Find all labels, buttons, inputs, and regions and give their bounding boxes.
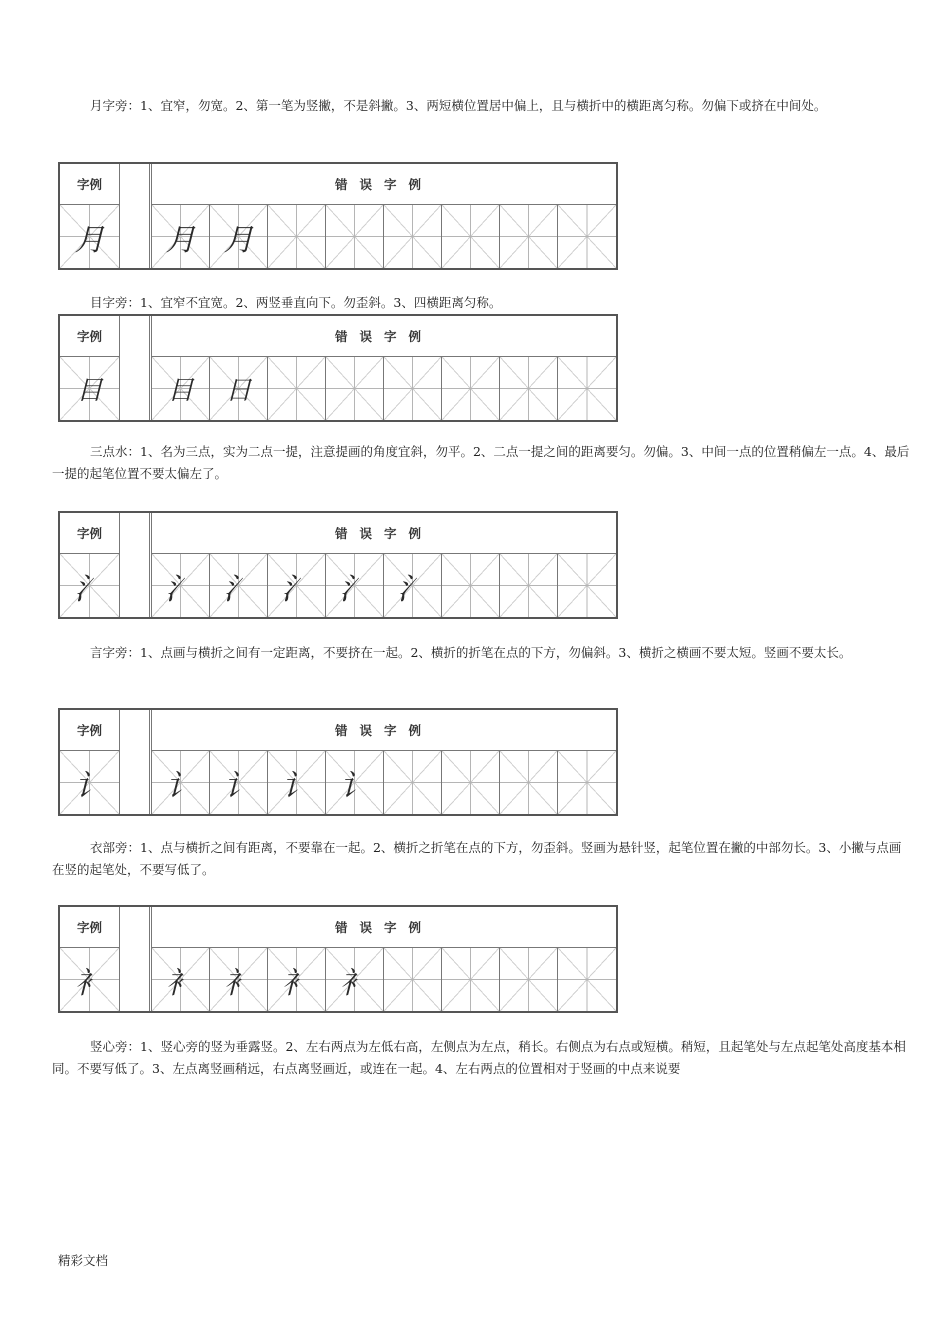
empty-cell <box>268 205 326 268</box>
section-2-grid <box>58 314 618 422</box>
wrong-glyph: 日 <box>225 376 252 406</box>
wrong-cell-3 <box>268 751 326 814</box>
section-4-grid <box>58 708 618 816</box>
example-cell <box>60 357 120 420</box>
empty-cell <box>326 205 384 268</box>
grid-spacer <box>120 710 152 814</box>
wrong-glyph: 月 <box>223 222 254 258</box>
wrong-glyph: 讠 <box>281 768 312 804</box>
section-6-text: 竖心旁：1、竖心旁的竖为垂露竖。2、左右两点为左低右高，左侧点为左点，稍长。右侧点为右点或短横。稍短，且起笔处与左点起笔处高度基本相同。不要写低了。3、左点离竖画稍远，右点离竖画近，或连在一起。4、左右两点的位置相对于竖画的中点来说要 <box>52 1039 906 1076</box>
wrong-cell-4 <box>326 948 384 1011</box>
wrong-cell-3 <box>268 948 326 1011</box>
wrong-cell-1 <box>152 751 210 814</box>
example-cell <box>60 205 120 268</box>
section-5-grid <box>58 905 618 1013</box>
wrong-glyph: 讠 <box>223 768 254 804</box>
grid-spacer <box>120 164 152 268</box>
empty-cell <box>500 357 558 420</box>
wrong-cell-2 <box>210 948 268 1011</box>
wrong-cell-3 <box>268 554 326 617</box>
example-glyph: 讠 <box>74 768 105 804</box>
wrong-glyph: 氵 <box>281 571 312 607</box>
example-label: 字例 <box>60 513 120 554</box>
empty-cell <box>384 205 442 268</box>
empty-cell <box>558 357 616 420</box>
empty-cell <box>558 205 616 268</box>
wrong-glyph: 衤 <box>281 965 312 1001</box>
wrong-examples-label: 错误字例 <box>152 164 616 205</box>
empty-cell <box>442 948 500 1011</box>
empty-cell <box>442 751 500 814</box>
empty-cell <box>384 751 442 814</box>
wrong-glyph: 氵 <box>223 571 254 607</box>
section-1-text: 月字旁：1、宜窄，勿宽。2、第一笔为竖撇，不是斜撇。3、两短横位置居中偏上，且与横折中的横距离匀称。勿偏下或挤在中间处。 <box>90 98 827 113</box>
wrong-glyph: 讠 <box>339 768 370 804</box>
wrong-cell-2 <box>210 205 268 268</box>
wrong-examples-label: 错误字例 <box>152 513 616 554</box>
example-glyph: 目 <box>76 376 103 406</box>
example-cell <box>60 948 120 1011</box>
footer-note: 精彩文档 <box>58 1253 109 1268</box>
example-glyph: 月 <box>74 222 105 258</box>
empty-cell <box>384 357 442 420</box>
wrong-cell-1 <box>152 357 210 420</box>
wrong-cell-2 <box>210 751 268 814</box>
example-label: 字例 <box>60 316 120 357</box>
section-5-text: 衣部旁：1、点与横折之间有距离，不要靠在一起。2、横折之折笔在点的下方，勿歪斜。竖画为悬针竖，起笔位置在撇的中部勿长。3、小撇与点画在竖的起笔处，不要写低了。 <box>52 840 902 877</box>
empty-cell <box>558 554 616 617</box>
grid-spacer <box>120 513 152 617</box>
section-4-text: 言字旁：1、点画与横折之间有一定距离，不要挤在一起。2、横折的折笔在点的下方，勿偏斜。3、横折之横画不要太短。竖画不要太长。 <box>90 645 852 660</box>
wrong-examples-label: 错误字例 <box>152 710 616 751</box>
example-cell <box>60 751 120 814</box>
grid-spacer <box>120 907 152 1011</box>
empty-cell <box>500 554 558 617</box>
wrong-glyph: 衤 <box>165 965 196 1001</box>
wrong-glyph: 氵 <box>339 571 370 607</box>
empty-cell <box>442 554 500 617</box>
empty-cell <box>500 948 558 1011</box>
wrong-cell-1 <box>152 948 210 1011</box>
empty-cell <box>558 751 616 814</box>
wrong-glyph: 衤 <box>339 965 370 1001</box>
example-cell <box>60 554 120 617</box>
wrong-cell-2 <box>210 357 268 420</box>
grid-spacer <box>120 316 152 420</box>
wrong-cell-5 <box>384 554 442 617</box>
empty-cell <box>558 948 616 1011</box>
example-glyph: 衤 <box>74 965 105 1001</box>
wrong-examples-label: 错误字例 <box>152 316 616 357</box>
section-2-text: 目字旁：1、宜窄不宜宽。2、两竖垂直向下。勿歪斜。3、四横距离匀称。 <box>90 295 502 310</box>
empty-cell <box>442 205 500 268</box>
wrong-cell-4 <box>326 554 384 617</box>
section-3-grid <box>58 511 618 619</box>
wrong-glyph: 目 <box>167 376 194 406</box>
wrong-glyph: 讠 <box>165 768 196 804</box>
example-label: 字例 <box>60 710 120 751</box>
empty-cell <box>442 357 500 420</box>
example-label: 字例 <box>60 907 120 948</box>
empty-cell <box>500 751 558 814</box>
empty-cell <box>268 357 326 420</box>
wrong-cell-2 <box>210 554 268 617</box>
wrong-cell-1 <box>152 205 210 268</box>
wrong-examples-label: 错误字例 <box>152 907 616 948</box>
empty-cell <box>384 948 442 1011</box>
wrong-glyph: 氵 <box>397 571 428 607</box>
empty-cell <box>326 357 384 420</box>
wrong-cell-1 <box>152 554 210 617</box>
wrong-glyph: 衤 <box>223 965 254 1001</box>
section-1-grid <box>58 162 618 270</box>
wrong-cell-4 <box>326 751 384 814</box>
empty-cell <box>500 205 558 268</box>
wrong-glyph: 月 <box>165 222 196 258</box>
section-3-text: 三点水：1、名为三点，实为二点一提，注意提画的角度宜斜，勿平。2、二点一提之间的距离要匀。勿偏。3、中间一点的位置稍偏左一点。4、最后一提的起笔位置不要太偏左了。 <box>52 444 910 481</box>
example-glyph: 氵 <box>74 571 105 607</box>
example-label: 字例 <box>60 164 120 205</box>
wrong-glyph: 氵 <box>165 571 196 607</box>
